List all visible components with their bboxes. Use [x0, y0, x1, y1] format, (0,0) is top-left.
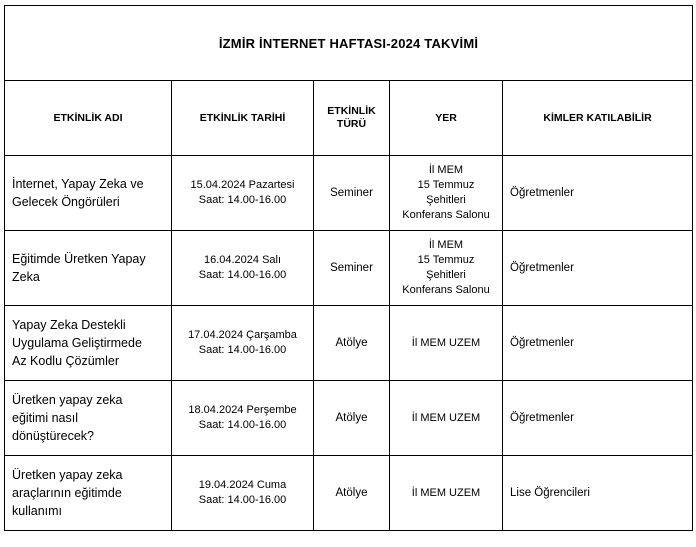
table-row: [5, 231, 693, 306]
event-time: Saat: 14.00-16.00: [198, 419, 287, 431]
event-place-cell: [390, 456, 503, 531]
event-name-line: Üretken yapay zeka: [12, 393, 123, 407]
event-schedule-table: [4, 5, 693, 531]
event-place-cell: [390, 231, 503, 306]
table-row: [5, 156, 693, 231]
event-place-line: 15 Temmuz: [417, 179, 475, 191]
event-time: Saat: 14.00-16.00: [198, 494, 287, 506]
header-event-date: ETKİNLİK TARİHİ: [172, 81, 314, 156]
event-time: Saat: 14.00-16.00: [198, 344, 287, 356]
event-date: 16.04.2024 Salı: [203, 254, 282, 266]
header-place: YER: [390, 81, 503, 156]
event-participants-cell: Öğretmenler: [503, 231, 693, 306]
header-event-type: [314, 81, 390, 156]
event-name-line: eğitimi nasıl: [12, 411, 78, 425]
event-name-line: Üretken yapay zeka: [12, 468, 123, 482]
event-name-cell: [5, 456, 172, 531]
event-place-line: İl MEM UZEM: [411, 486, 481, 499]
event-name-line: Yapay Zeka Destekli: [12, 318, 126, 332]
event-date-cell: [172, 381, 314, 456]
header-participants: KİMLER KATILABİLİR: [503, 81, 693, 156]
event-participants-cell: Öğretmenler: [503, 306, 693, 381]
event-place-cell: [390, 381, 503, 456]
event-time: Saat: 14.00-16.00: [198, 194, 287, 206]
event-participants-cell: Öğretmenler: [503, 381, 693, 456]
event-date-cell: [172, 156, 314, 231]
event-date: 18.04.2024 Perşembe: [188, 404, 297, 416]
event-name-line: Az Kodlu Çözümler: [12, 354, 119, 368]
event-place-line: İl MEM UZEM: [411, 336, 481, 349]
event-place-line: İl MEM UZEM: [411, 411, 481, 424]
table-title: İZMİR İNTERNET HAFTASI-2024 TAKVİMİ: [5, 6, 693, 81]
event-name-cell: [5, 381, 172, 456]
event-date: 19.04.2024 Cuma: [198, 479, 287, 491]
event-name-line: Gelecek Öngörüleri: [12, 195, 120, 209]
event-name-cell: [5, 306, 172, 381]
event-participants-cell: Lise Öğrencileri: [503, 456, 693, 531]
event-participants-cell: Öğretmenler: [503, 156, 693, 231]
event-time: Saat: 14.00-16.00: [198, 269, 287, 281]
event-date: 15.04.2024 Pazartesi: [190, 179, 295, 191]
event-type-cell: Atölye: [314, 306, 390, 381]
event-date-cell: [172, 456, 314, 531]
event-date-cell: [172, 306, 314, 381]
event-name-line: dönüştürecek?: [12, 429, 95, 443]
header-event-type-line1: ETKİNLİK: [327, 105, 376, 117]
event-place-cell: [390, 156, 503, 231]
table-row: [5, 381, 693, 456]
event-type-cell: Seminer: [314, 156, 390, 231]
header-row: [5, 81, 693, 156]
header-event-name: ETKİNLİK ADI: [5, 81, 172, 156]
event-date: 17.04.2024 Çarşamba: [188, 329, 297, 341]
event-name-line: araçlarının eğitimde: [12, 486, 122, 500]
event-name-line: Zeka: [12, 270, 40, 284]
event-place-line: Şehitleri: [426, 269, 466, 281]
event-place-line: Şehitleri: [426, 194, 466, 206]
header-event-type-line2: TÜRÜ: [336, 118, 367, 130]
event-name-cell: [5, 231, 172, 306]
event-place-line: Konferans Salonu: [402, 209, 490, 221]
event-place-cell: [390, 306, 503, 381]
event-place-line: İl MEM: [428, 164, 464, 176]
event-date-cell: [172, 231, 314, 306]
event-type-cell: Atölye: [314, 381, 390, 456]
event-place-line: Konferans Salonu: [402, 284, 490, 296]
event-type-cell: Atölye: [314, 456, 390, 531]
event-name-line: kullanımı: [12, 504, 63, 518]
event-name-line: Eğitimde Üretken Yapay: [12, 252, 146, 266]
table-row: [5, 306, 693, 381]
event-type-cell: Seminer: [314, 231, 390, 306]
event-place-line: 15 Temmuz: [417, 254, 475, 266]
table-row: [5, 456, 693, 531]
event-name-line: Uygulama Geliştirmede: [12, 336, 142, 350]
event-place-line: İl MEM: [428, 239, 464, 251]
event-name-cell: [5, 156, 172, 231]
event-name-line: İnternet, Yapay Zeka ve: [12, 177, 144, 191]
